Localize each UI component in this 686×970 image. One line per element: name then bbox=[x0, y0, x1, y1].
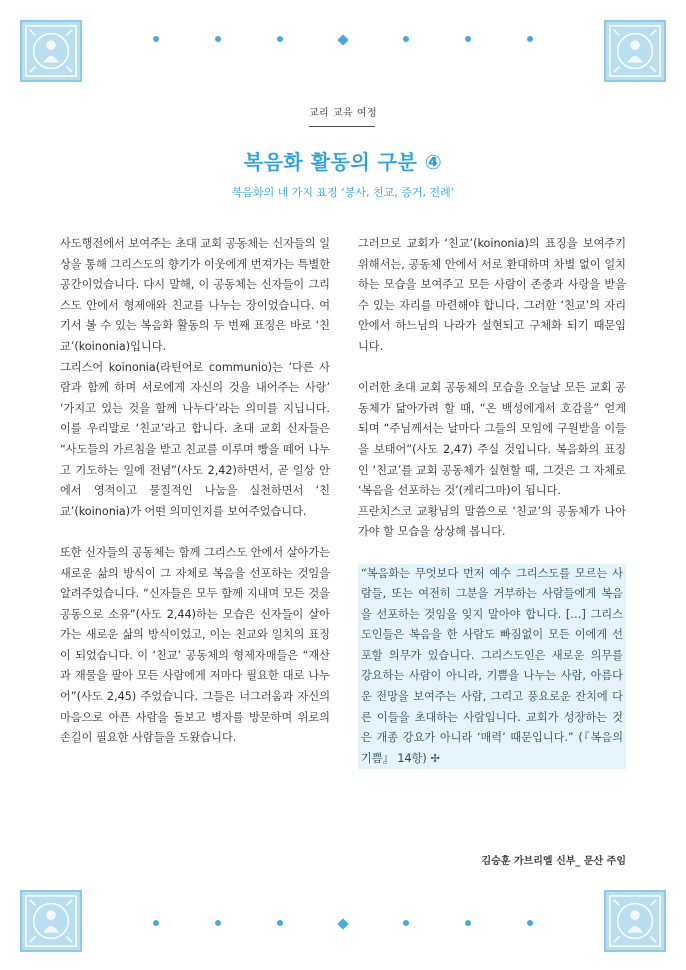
body-paragraph: 프란치스코 교황님의 말씀으로 ‘친교’의 공동체가 나아가야 할 모습을 상상해 봅니다. bbox=[358, 504, 626, 539]
author-credit: 김승훈 가브리엘 신부_ 문산 주임 bbox=[481, 856, 626, 867]
left-column bbox=[60, 234, 330, 749]
end-mark-icon: ✢ bbox=[430, 751, 440, 765]
body-paragraph: 그러므로 교회가 ‘친교’(koinonia)의 표징을 보여주기 위해서는, 공동체 안에서 서로 환대하며 차별 없이 일치하는 모습을 보여주고 모든 사람이 존중과 사랑을 받을 수 있는 자리를 마련해야 합니다. 그러한 ‘친교’의 자리 안에서 하느님의 나라가 실현되고 구체화 되기 때문입니다. bbox=[358, 237, 626, 353]
quote-text: “복음화는 무엇보다 먼저 예수 그리스도를 모르는 사람들, 또는 여전히 그분을 거부하는 사람들에게 복음을 선포하는 것임을 잊지 말아야 합니다. […] 그리스도인들은 복음을 한 사람도 빠짐없이 모든 이에게 선포할 의무가 있습니다. 그리스도인은 새로운 의무를 강요하는 사람이 아니라, 기쁨을 나누는 사람, 아름다운 전망을 보여주는 사람, 그리고 풍요로운 잔치에 다른 이들을 초대하는 사람입니다. 교회가 성장하는 것은 개종 강요가 아니라 ‘매력’ 때문입니다.” (『복음의 기쁨』 14항) bbox=[361, 566, 623, 765]
decorative-dots-bottom bbox=[0, 920, 686, 928]
highlighted-quote bbox=[358, 564, 626, 770]
page-title: 복음화 활동의 구분 ④ bbox=[243, 150, 443, 174]
corner-ornament-icon bbox=[20, 20, 82, 82]
section-label: 교리 교육 여정 bbox=[308, 108, 378, 119]
body-paragraph: 그리스어 koinonia(라틴어로 communio)는 ‘다른 사람과 함께 하며 서로에게 자신의 것을 내어주는 사랑’ ‘가지고 있는 것을 함께 나누다’라는 의미를 지닙니다. 이를 우리말로 ‘친교’라고 합니다. 초대 교회 신자들은 “사도들의 가르침을 받고 친교를 이루며 빵을 떼어 나누고 기도하는 일에 전념”(사도 2,42)하면서, 곧 일상 안에서 영적이고 물질적인 나눔을 실천하면서 ‘친교’(koinonia)가 어떤 의미인지를 보여주었습니다. bbox=[60, 360, 330, 518]
section-divider bbox=[309, 126, 375, 127]
body-paragraph: 또한 신자들의 공동체는 함께 그리스도 안에서 살아가는 새로운 삶의 방식이 그 자체로 복음을 선포하는 것임을 알려주었습니다. “신자들은 모두 함께 지내며 모든 것을 공동으로 소유”(사도 2,44)하는 모습은 신자들이 살아가는 새로운 삶의 방식이었고, 이는 친교와 일치의 표징이 되었습니다. 이 ‘친교’ 공동체의 형제자매들은 “재산과 재물을 팔아 모든 사람에게 저마다 필요한 대로 나누어”(사도 2,45) 주었습니다. 그들은 너그러움과 자신의 마음으로 아픈 사람을 돌보고 병자를 방문하며 위로의 손길이 필요한 사람들을 도왔습니다. bbox=[60, 545, 330, 745]
decorative-dots-top bbox=[0, 36, 686, 44]
right-column bbox=[358, 234, 626, 769]
page-subtitle: 복음화의 네 가지 표징 ‘봉사, 친교, 증거, 전례’ bbox=[231, 186, 455, 199]
corner-ornament-icon bbox=[604, 20, 666, 82]
body-paragraph: 이러한 초대 교회 공동체의 모습을 오늘날 모든 교회 공동체가 닮아가려 할 때, “온 백성에게서 호감을” 얻게 되며 “주님께서는 날마다 그들의 모임에 구원받을 이들을 보태어”(사도 2,47) 주실 것입니다. 복음화의 표징인 ‘친교’를 교회 공동체가 실현할 때, 그것은 그 자체로 ‘복음을 선포하는 것’(케리그마)이 됩니다. bbox=[358, 381, 626, 498]
body-paragraph: 사도행전에서 보여주는 초대 교회 공동체는 신자들의 일상을 통해 그리스도의 향기가 이웃에게 번져가는 특별한 공간이었습니다. 다시 말해, 이 공동체는 신자들이 그리스도 안에서 형제애와 친교를 나누는 장이었습니다. 여기서 볼 수 있는 복음화 활동의 두 번째 표징은 바로 ‘친교’(koinonia)입니다. bbox=[60, 237, 330, 353]
